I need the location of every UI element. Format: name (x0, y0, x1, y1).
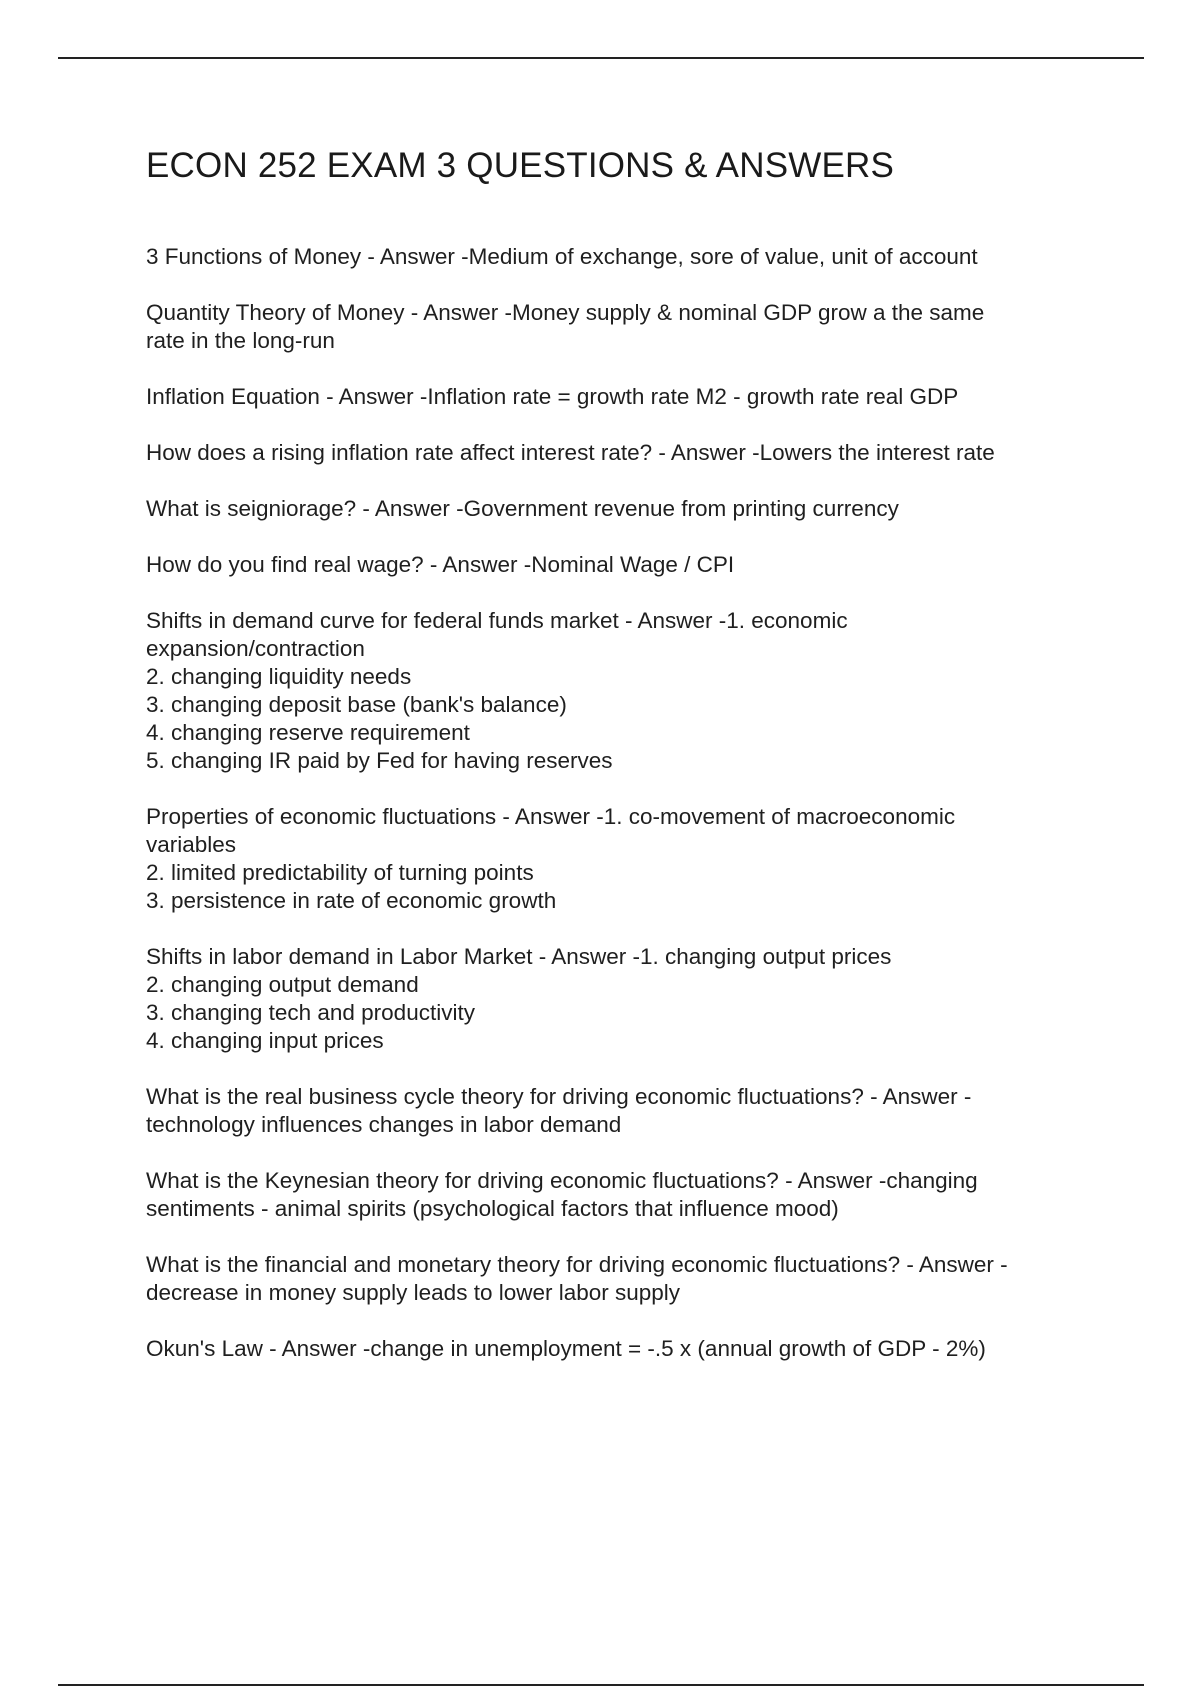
qa-item-okuns-law: Okun's Law - Answer -change in unemployment = -.5 x (annual growth of GDP - 2%) (146, 1336, 986, 1361)
qa-item-labor-demand-shifts: Shifts in labor demand in Labor Market - Answer -1. changing output prices 2. changing output demand 3. changing tech and productivity 4. changing input prices (146, 944, 892, 1053)
qa-item-seigniorage: What is seigniorage? - Answer -Government revenue from printing currency (146, 496, 899, 521)
qa-item-fluctuation-properties: Properties of economic fluctuations - Answer -1. co-movement of macroeconomic variables 2. limited predictability of turning points 3. persistence in rate of economic growth (146, 804, 956, 913)
qa-item-functions-of-money: 3 Functions of Money - Answer -Medium of exchange, sore of value, unit of account (146, 244, 978, 269)
qa-item-real-business-cycle: What is the real business cycle theory for driving economic fluctuations? - Answer - technology influences changes in labor demand (146, 1084, 972, 1137)
qa-item-inflation-interest: How does a rising inflation rate affect interest rate? - Answer -Lowers the interest rate (146, 440, 995, 465)
qa-item-quantity-theory: Quantity Theory of Money - Answer -Money supply & nominal GDP grow a the same rate in the long-run (146, 300, 985, 353)
page-title: ECON 252 EXAM 3 QUESTIONS & ANSWERS (146, 146, 895, 185)
bottom-divider (58, 1684, 1144, 1686)
qa-item-financial-monetary-theory: What is the financial and monetary theory for driving economic fluctuations? - Answer - decrease in money supply leads to lower labor supply (146, 1252, 1008, 1305)
top-divider (58, 57, 1144, 59)
qa-item-fed-funds-demand: Shifts in demand curve for federal funds market - Answer -1. economic expansion/contraction 2. changing liquidity needs 3. changing deposit base (bank's balance) 4. changing reserve requirement 5. changing IR paid by Fed for having reserves (146, 608, 848, 773)
qa-list (146, 243, 1096, 1391)
qa-item-real-wage: How do you find real wage? - Answer -Nominal Wage / CPI (146, 552, 735, 577)
qa-item-keynesian-theory: What is the Keynesian theory for driving economic fluctuations? - Answer -changing sentiments - animal spirits (psychological factors that influence mood) (146, 1168, 978, 1221)
qa-item-inflation-equation: Inflation Equation - Answer -Inflation rate = growth rate M2 - growth rate real GDP (146, 384, 959, 409)
